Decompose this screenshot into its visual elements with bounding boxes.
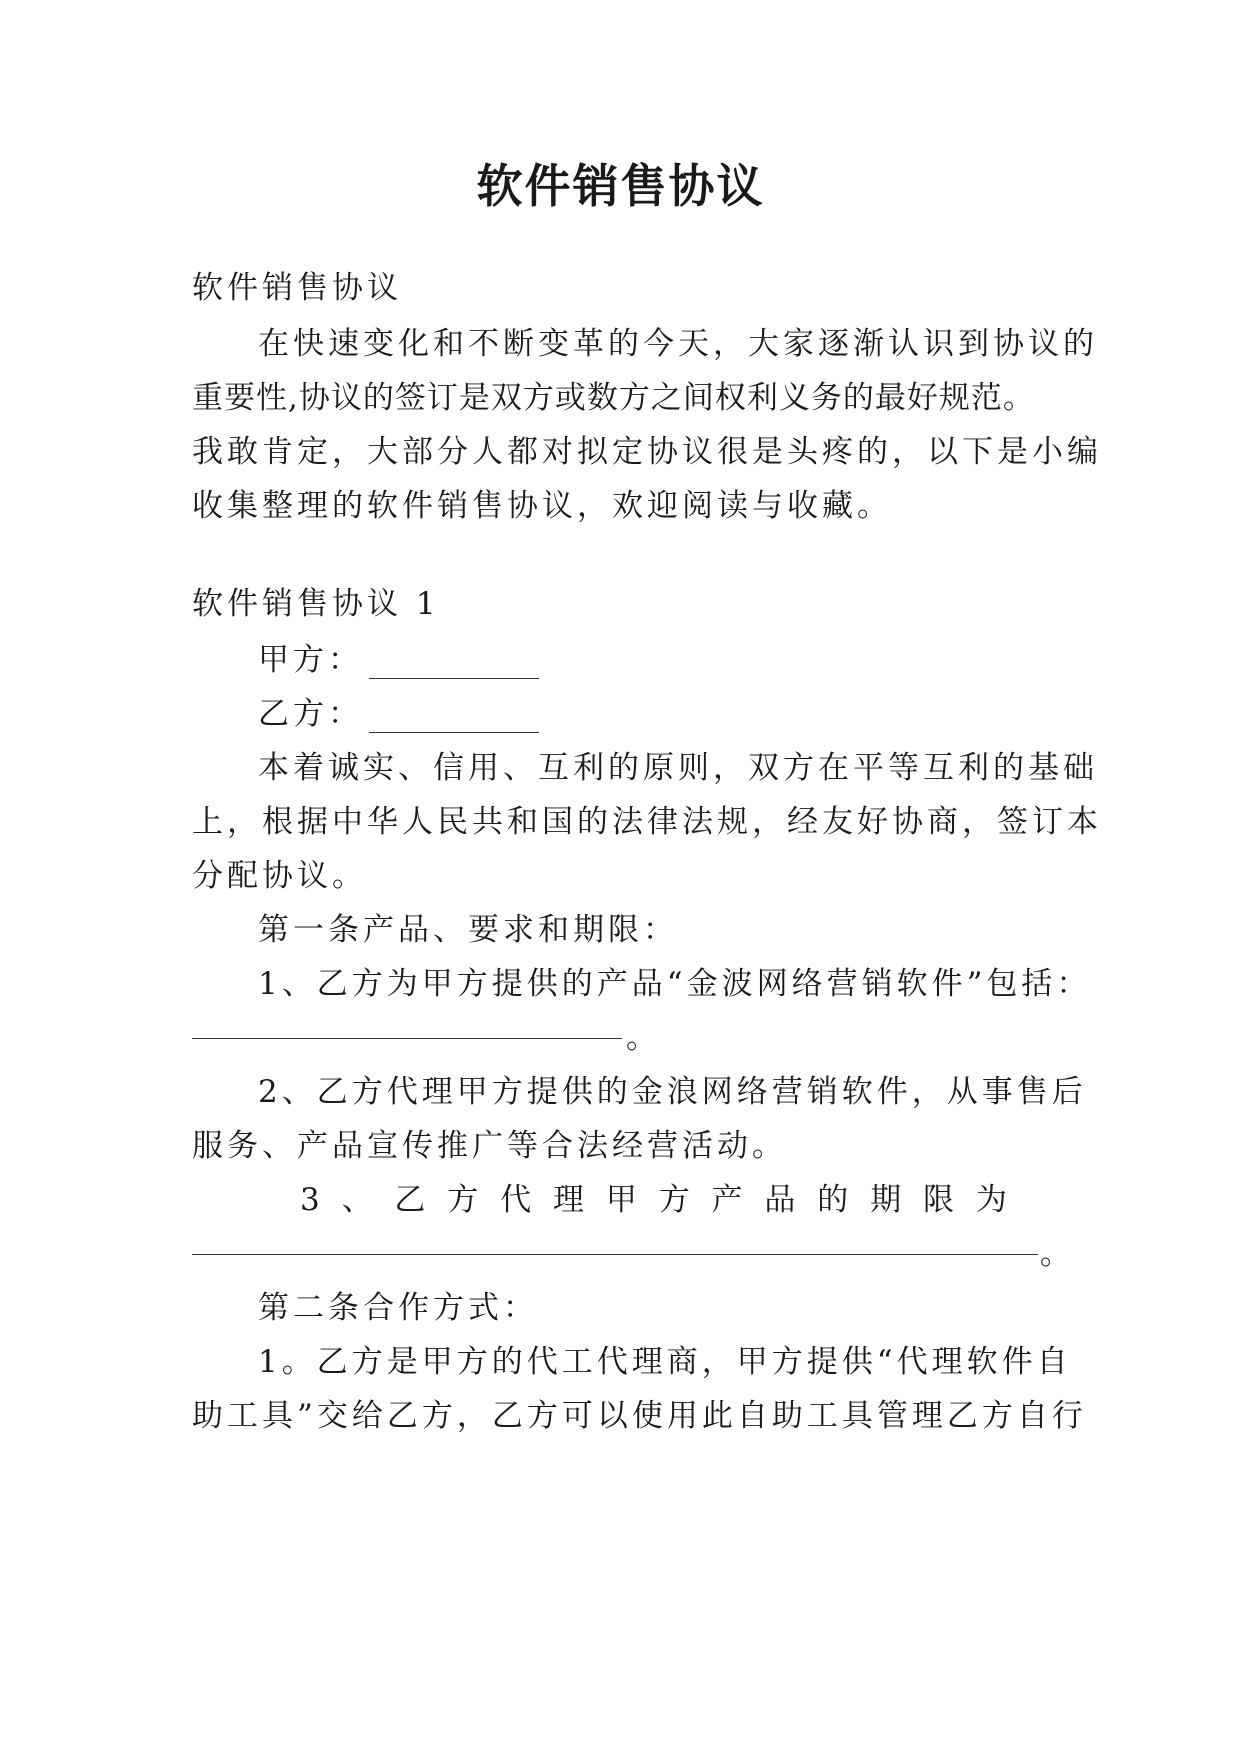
subtitle: 软件销售协议 — [192, 270, 402, 306]
document-title: 软件销售协议 — [476, 159, 765, 213]
party-b-line — [258, 688, 1052, 733]
item21-line-2: 助工具”交给乙方，乙方可以使用此自助工具管理乙方自行 — [192, 1398, 1087, 1434]
section1-heading: 软件销售协议 1 — [192, 586, 440, 622]
item3-blank — [192, 1254, 1038, 1255]
item3-end: 。 — [1040, 1236, 1075, 1272]
party-b-label: 乙方： — [258, 696, 363, 732]
item1-blank — [192, 1038, 622, 1039]
item1-end: 。 — [626, 1020, 661, 1056]
principle-line-1: 本着诚实、信用、互利的原则，双方在平等互利的基础 — [258, 750, 1098, 786]
item2-line-1: 2、乙方代理甲方提供的金浪网络营销软件，从事售后 — [258, 1074, 1087, 1110]
party-a-blank — [369, 650, 539, 679]
principle-line-2: 上，根据中华人民共和国的法律法规，经友好协商，签订本 — [192, 804, 1102, 840]
item3-line: 3 、 乙 方 代 理 甲 方 产 品 的 期 限 为 — [300, 1182, 1013, 1218]
item2-line-2: 服务、产品宣传推广等合法经营活动。 — [192, 1128, 787, 1164]
intro-line-3: 我敢肯定，大部分人都对拟定协议很是头疼的，以下是小编 — [192, 434, 1102, 470]
intro-line-1: 在快速变化和不断变革的今天，大家逐渐认识到协议的 — [258, 326, 1098, 362]
intro-line-2: 重要性,协议的签订是双方或数方之间权利义务的最好规范。 — [192, 380, 1035, 416]
party-a-line — [258, 634, 1052, 679]
party-b-blank — [369, 704, 539, 733]
intro-line-4: 收集整理的软件销售协议，欢迎阅读与收藏。 — [192, 488, 892, 524]
article2-heading: 第二条合作方式： — [258, 1290, 538, 1326]
article1-heading: 第一条产品、要求和期限： — [258, 912, 678, 948]
principle-line-3: 分配协议。 — [192, 858, 367, 894]
party-a-label: 甲方： — [258, 642, 363, 678]
item21-line-1: 1。乙方是甲方的代工代理商，甲方提供“代理软件自 — [258, 1344, 1072, 1380]
item1-line: 1、乙方为甲方提供的产品“金波网络营销软件”包括： — [258, 966, 1092, 1002]
